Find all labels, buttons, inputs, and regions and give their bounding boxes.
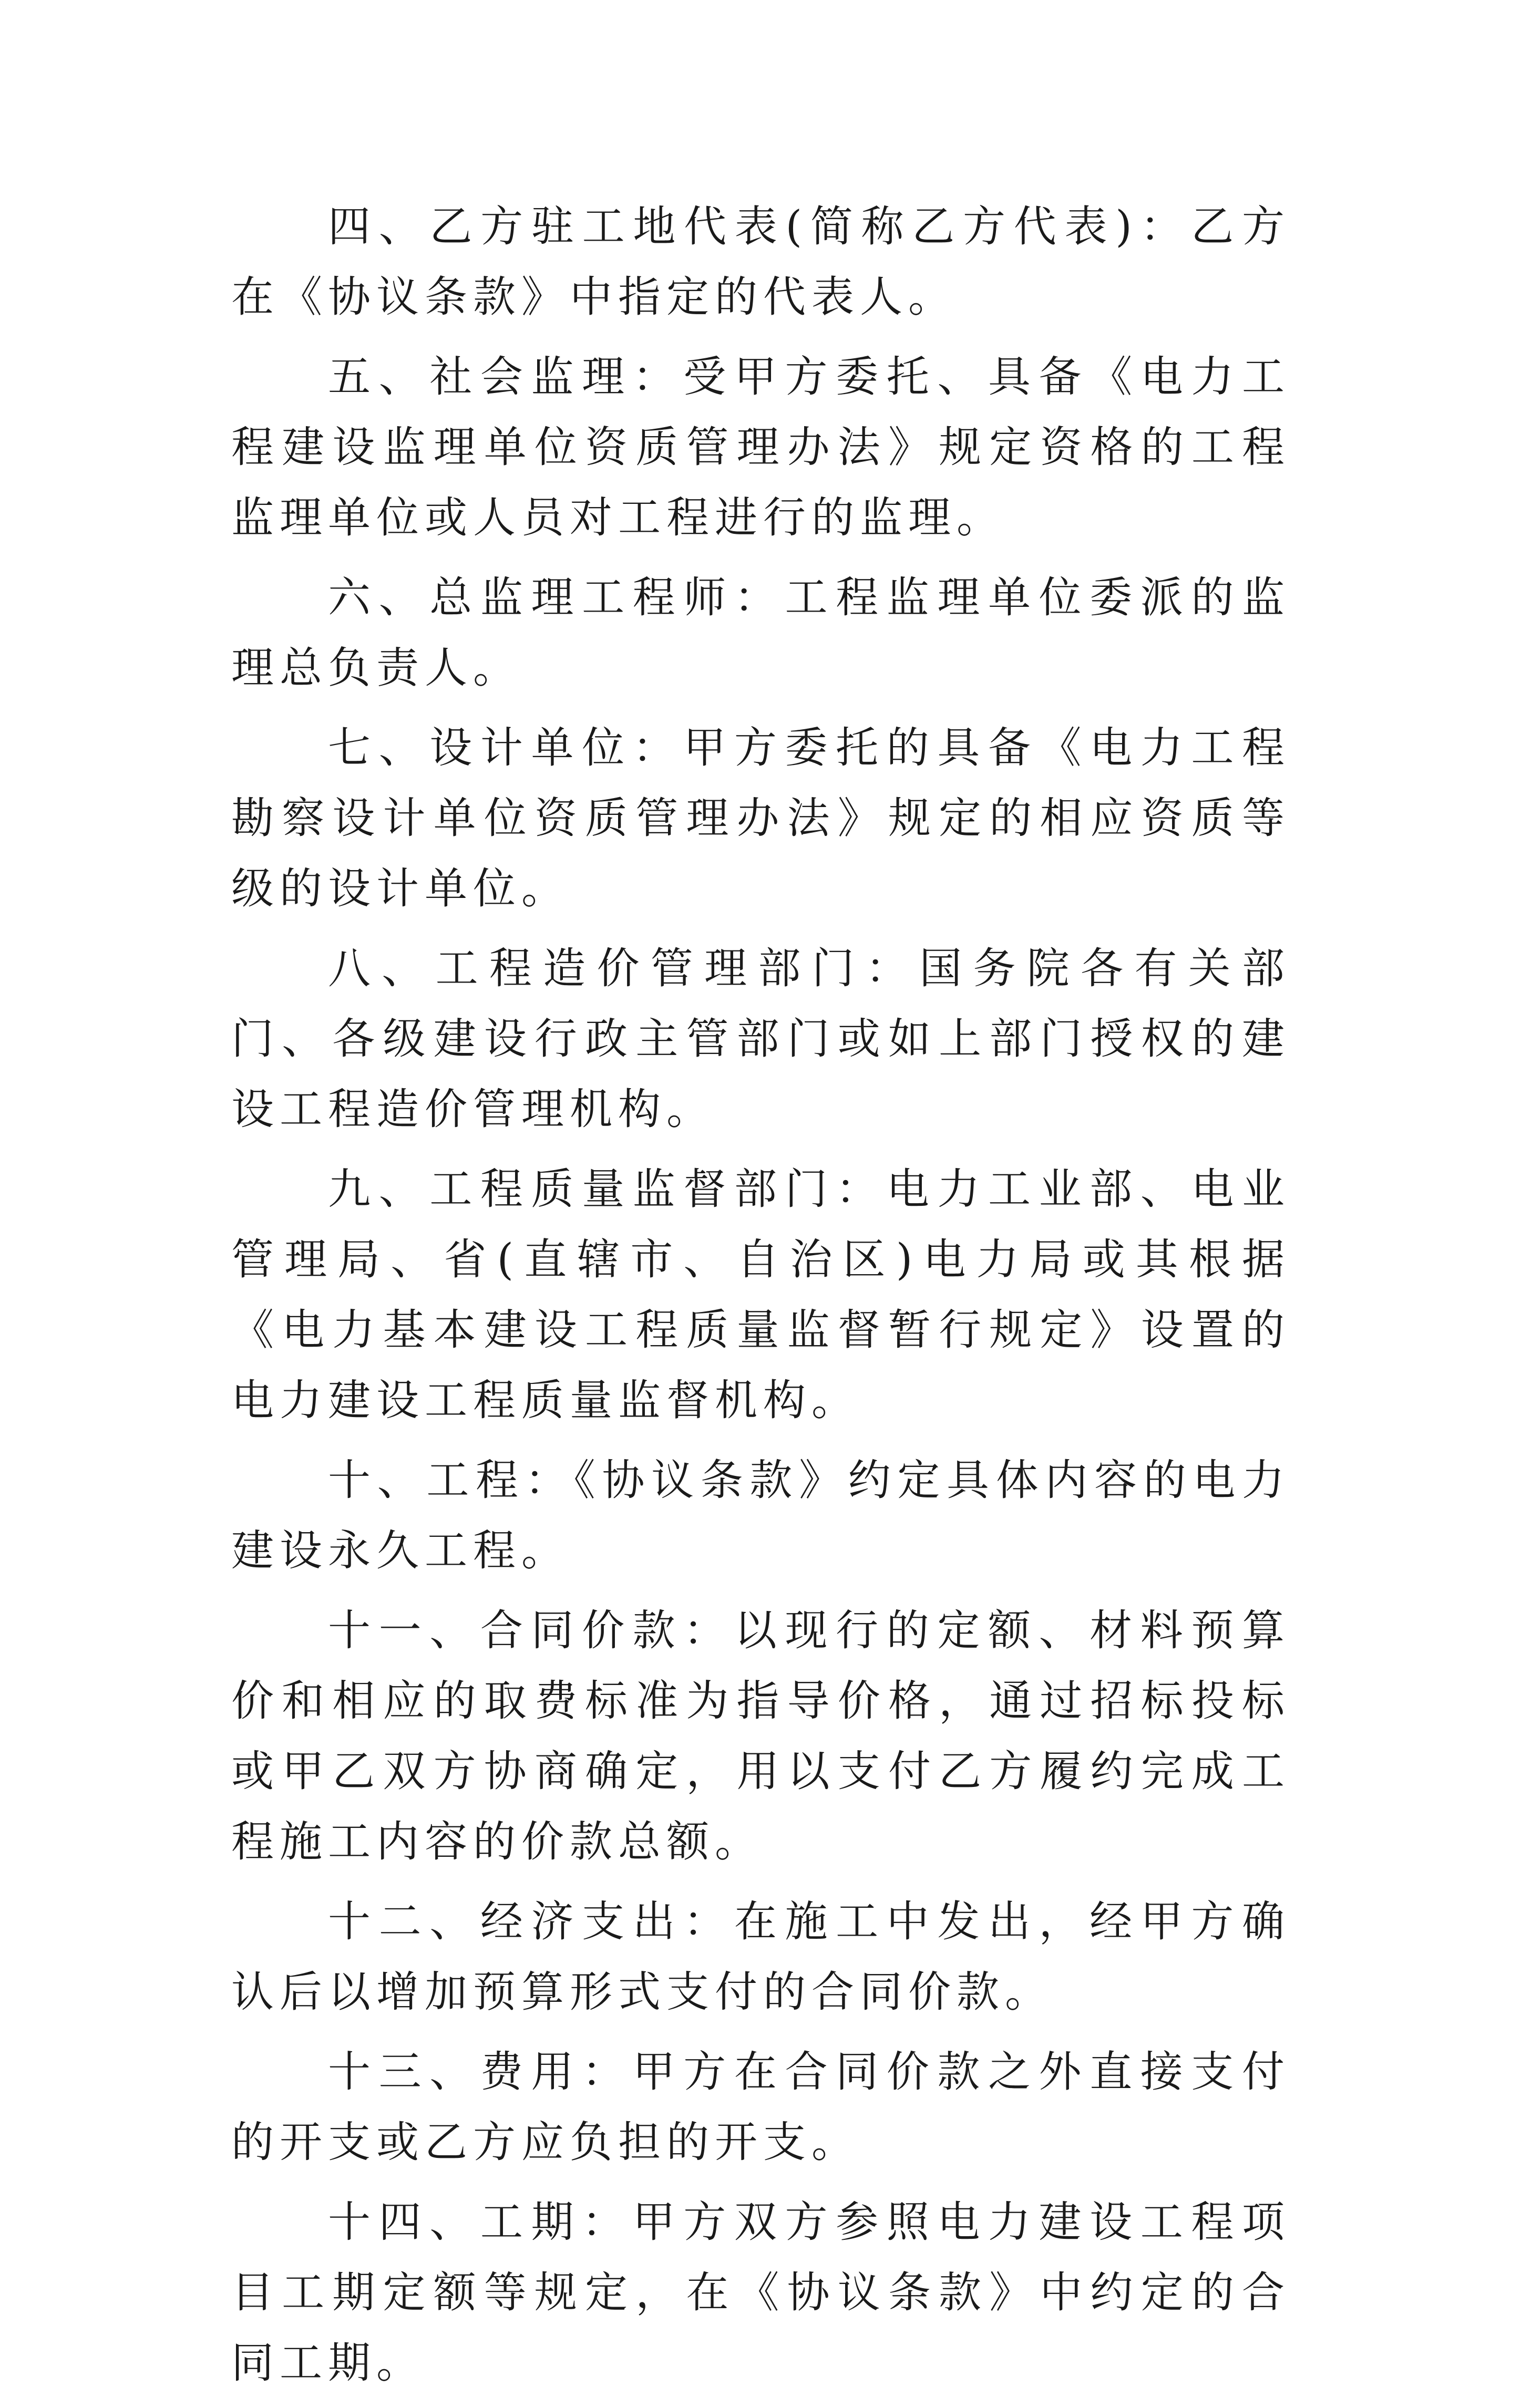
clause-13 bbox=[231, 2037, 1290, 2178]
clause-text: 总监理工程师：工程监理单位委派的监理总负责人。 bbox=[231, 573, 1290, 693]
clause-text: 合同价款：以现行的定额、材料预算价和相应的取费标准为指导价格，通过招标投标或甲乙双方协商确定，用以支付乙方履约完成工程施工内容的价款总额。 bbox=[231, 1606, 1290, 1867]
clause-text: 经济支出：在施工中发出，经甲方确认后以增加预算形式支付的合同价款。 bbox=[231, 1897, 1290, 2017]
clause-text: 工程：《协议条款》约定具体内容的电力建设永久工程。 bbox=[231, 1456, 1290, 1576]
clause-9 bbox=[231, 1154, 1290, 1436]
clause-11 bbox=[231, 1596, 1290, 1877]
clause-14 bbox=[231, 2187, 1290, 2399]
clause-number: 七、 bbox=[328, 724, 430, 773]
clause-number: 六、 bbox=[328, 573, 430, 623]
clause-text: 费用：甲方在合同价款之外直接支付的开支或乙方应负担的开支。 bbox=[231, 2048, 1290, 2167]
clause-5 bbox=[231, 342, 1290, 553]
clause-number: 十一、 bbox=[328, 1606, 480, 1656]
clause-text: 工程质量监督部门：电力工业部、电业管理局、省(直辖市、自治区)电力局或其根据《电力基本建设工程质量监督暂行规定》设置的电力建设工程质量监督机构。 bbox=[231, 1165, 1290, 1425]
clause-number: 十三、 bbox=[328, 2048, 480, 2097]
clause-number: 八、 bbox=[328, 944, 436, 994]
clause-4 bbox=[231, 192, 1290, 333]
clause-8 bbox=[231, 934, 1290, 1145]
clause-text: 工期：甲方双方参照电力建设工程项目工期定额等规定，在《协议条款》中约定的合同工期。 bbox=[231, 2198, 1290, 2388]
clause-number: 四、 bbox=[328, 202, 430, 252]
clause-text: 设计单位：甲方委托的具备《电力工程勘察设计单位资质管理办法》规定的相应资质等级的设计单位。 bbox=[231, 724, 1290, 914]
clause-text: 乙方驻工地代表(简称乙方代表)：乙方在《协议条款》中指定的代表人。 bbox=[231, 202, 1290, 322]
clause-12 bbox=[231, 1887, 1290, 2028]
clause-number: 十二、 bbox=[328, 1897, 480, 1947]
clause-text: 工程造价管理部门：国务院各有关部门、各级建设行政主管部门或如上部门授权的建设工程造价管理机构。 bbox=[231, 944, 1290, 1134]
clause-6 bbox=[231, 563, 1290, 704]
clause-7 bbox=[231, 713, 1290, 924]
document-body bbox=[231, 192, 1290, 2408]
clause-number: 十、 bbox=[328, 1456, 427, 1505]
clause-10 bbox=[231, 1445, 1290, 1586]
clause-number: 十四、 bbox=[328, 2198, 480, 2247]
clause-number: 九、 bbox=[328, 1165, 430, 1214]
clause-text: 社会监理：受甲方委托、具备《电力工程建设监理单位资质管理办法》规定资格的工程监理单位或人员对工程进行的监理。 bbox=[231, 353, 1290, 543]
clause-number: 五、 bbox=[328, 353, 430, 402]
